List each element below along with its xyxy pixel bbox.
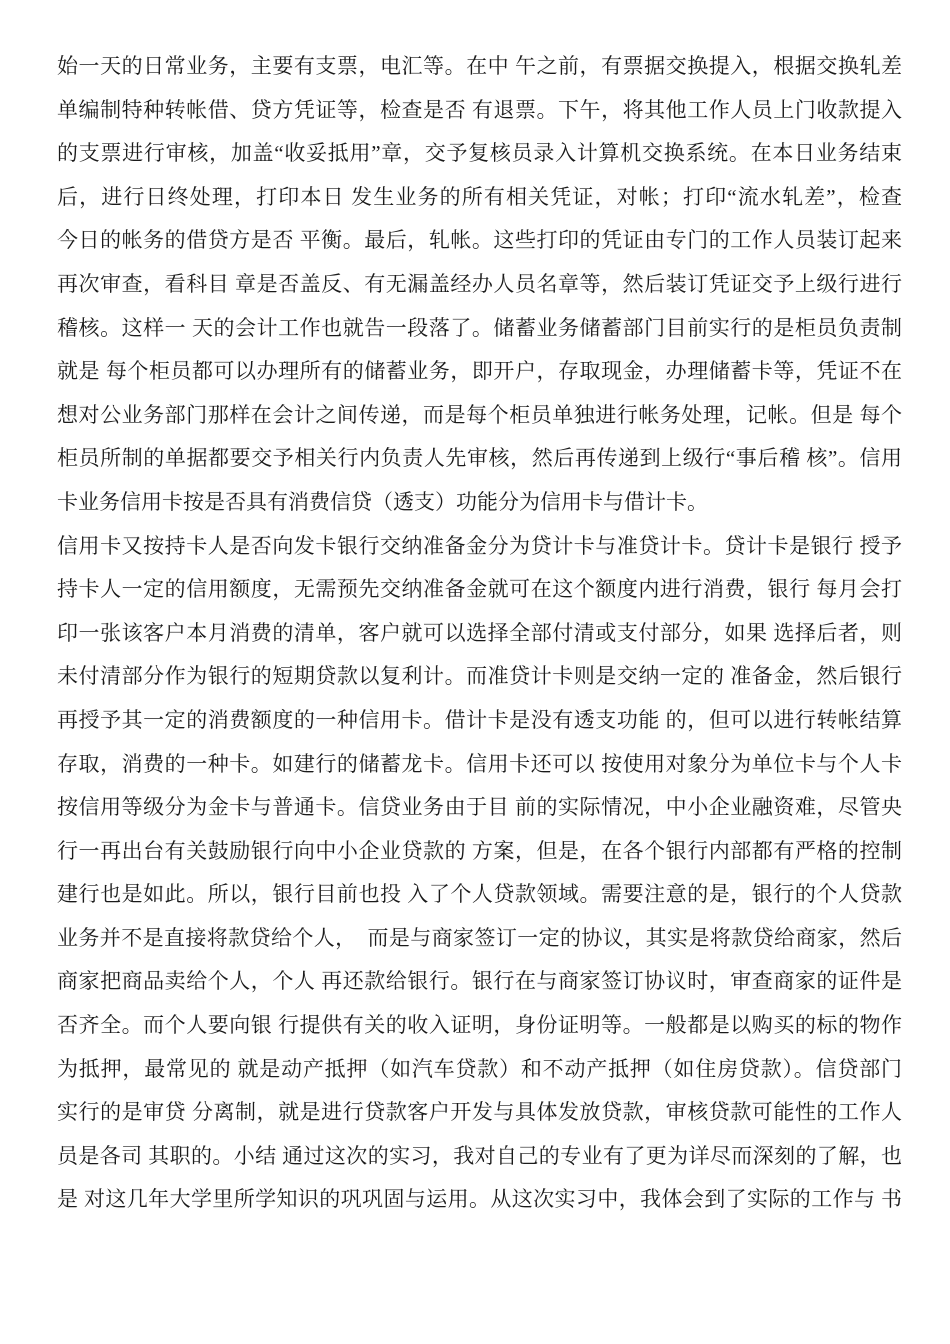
text-line: 行一再出台有关鼓励银行向中小企业贷款的 方案，但是，在各个银行内部都有严格的控制 — [57, 838, 902, 863]
text-line: 员是各司 其职的。小结 通过这次的实习，我对自己的专业有了更为详尽而深刻的了解，也 — [57, 1143, 902, 1168]
text-line: 稽核。这样一 天的会计工作也就告一段落了。储蓄业务储蓄部门目前实行的是柜员负责制 — [57, 315, 902, 340]
text-line: 信用卡又按持卡人是否向发卡银行交纳准备金分为贷计卡与准贷计卡。贷计卡是银行 授予 — [57, 533, 902, 558]
document-text — [57, 45, 902, 1222]
text-line: 再授予其一定的消费额度的一种信用卡。借计卡是没有透支功能 的，但可以进行转帐结算 — [57, 707, 902, 732]
text-line: 未付清部分作为银行的短期贷款以复利计。而准贷计卡则是交纳一定的 准备金，然后银行 — [57, 664, 902, 689]
text-line: 业务并不是直接将款贷给个人， 而是与商家签订一定的协议，其实是将款贷给商家，然后 — [57, 925, 902, 950]
text-line: 按信用等级分为金卡与普通卡。信贷业务由于目 前的实际情况，中小企业融资难，尽管央 — [57, 795, 902, 820]
text-line: 单编制特种转帐借、贷方凭证等，检查是否 有退票。下午，将其他工作人员上门收款提入 — [57, 97, 902, 122]
text-line: 卡业务信用卡按是否具有消费信贷（透支）功能分为信用卡与借计卡。 — [57, 489, 708, 514]
text-line: 后，进行日终处理，打印本日 发生业务的所有相关凭证，对帐；打印“流水轧差”，检查 — [57, 184, 902, 209]
text-line: 始一天的日常业务，主要有支票，电汇等。在中 午之前，有票据交换提入，根据交换轧差 — [57, 54, 902, 78]
text-line: 今日的帐务的借贷方是否 平衡。最后，轧帐。这些打印的凭证由专门的工作人员装订起来 — [57, 228, 902, 253]
text-line: 否齐全。而个人要向银 行提供有关的收入证明，身份证明等。一般都是以购买的标的物作 — [57, 1013, 902, 1038]
text-line: 实行的是审贷 分离制，就是进行贷款客户开发与具体发放贷款，审核贷款可能性的工作人 — [57, 1100, 902, 1125]
text-line: 商家把商品卖给个人，个人 再还款给银行。银行在与商家签订协议时，审查商家的证件是 — [57, 969, 902, 994]
text-line: 柜员所制的单据都要交予相关行内负责人先审核，然后再传递到上级行“事后稽 核”。信用 — [57, 446, 902, 471]
text-line: 为抵押，最常见的 就是动产抵押（如汽车贷款）和不动产抵押（如住房贷款）。信贷部门 — [57, 1056, 902, 1081]
text-line: 再次审查，看科目 章是否盖反、有无漏盖经办人员名章等，然后装订凭证交予上级行进行 — [57, 271, 902, 296]
text-line: 是 对这几年大学里所学知识的巩巩固与运用。从这次实习中，我体会到了实际的工作与 书 — [57, 1187, 902, 1212]
text-line: 印一张该客户本月消费的清单，客户就可以选择全部付清或支付部分，如果 选择后者，则 — [57, 620, 902, 645]
text-line: 的支票进行审核，加盖“收妥抵用”章，交予复核员录入计算机交换系统。在本日业务结束 — [57, 141, 902, 166]
text-line: 存取，消费的一种卡。如建行的储蓄龙卡。信用卡还可以 按使用对象分为单位卡与个人卡 — [57, 751, 902, 776]
text-line: 建行也是如此。所以，银行目前也投 入了个人贷款领域。需要注意的是，银行的个人贷款 — [57, 882, 902, 907]
text-line: 想对公业务部门那样在会计之间传递，而是每个柜员单独进行帐务处理，记帐。但是 每个 — [57, 402, 902, 427]
text-line: 持卡人一定的信用额度，无需预先交纳准备金就可在这个额度内进行消费，银行 每月会打 — [57, 577, 902, 602]
text-line: 就是 每个柜员都可以办理所有的储蓄业务，即开户，存取现金，办理储蓄卡等，凭证不在 — [57, 359, 902, 384]
